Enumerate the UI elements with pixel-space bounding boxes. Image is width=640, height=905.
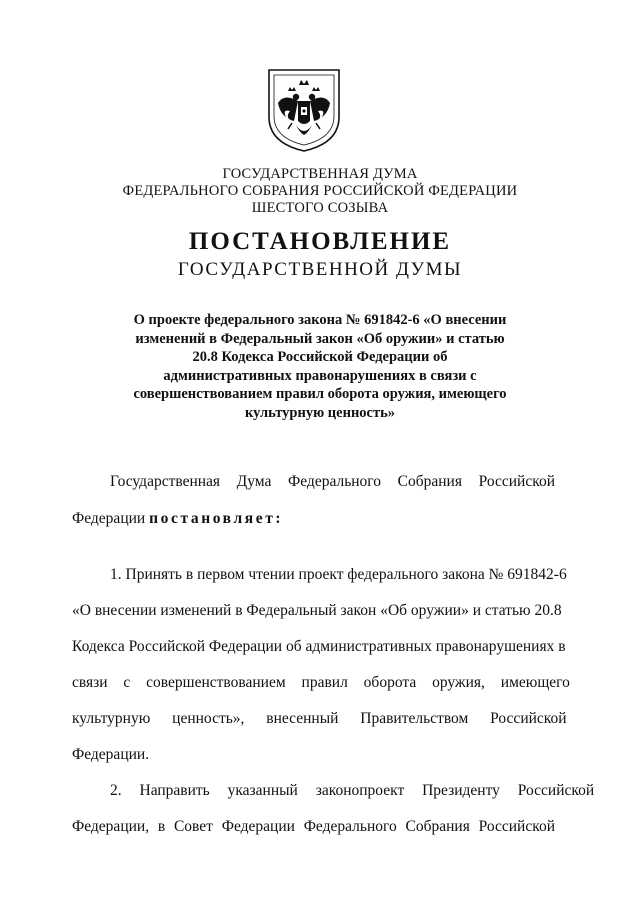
- intro-line: Государственная Дума Федерального Собрания Российской: [110, 473, 555, 490]
- document-title: ПОСТАНОВЛЕНИЕ: [188, 228, 452, 255]
- document-subject: [112, 311, 528, 422]
- subject-line: культурную ценность»: [244, 404, 396, 421]
- header-line-2: ФЕДЕРАЛЬНОГО СОБРАНИЯ РОССИЙСКОЙ ФЕДЕРАЦИИ: [122, 183, 518, 199]
- item1-line: Кодекса Российской Федерации об административных правонарушениях в: [72, 638, 566, 655]
- intro-prefix: Федерации: [72, 510, 146, 527]
- item2-line: Федерации, в Совет Федерации Федерального Собрания Российской: [72, 818, 555, 835]
- item1-line: 1. Принять в первом чтении проект федерального закона № 691842-6: [110, 566, 567, 583]
- document-subtitle: ГОСУДАРСТВЕННОЙ ДУМЫ: [177, 259, 463, 280]
- subject-line: изменений в Федеральный закон «Об оружии» и статью: [135, 330, 505, 347]
- resolves-word: постановляет:: [149, 510, 284, 527]
- header-line-3: ШЕСТОГО СОЗЫВА: [251, 200, 389, 216]
- subject-line: совершенствованием правил оборота оружия, имеющего: [133, 386, 507, 402]
- item1-line: «О внесении изменений в Федеральный закон «Об оружии» и статью 20.8: [72, 602, 562, 619]
- item1-line: Федерации.: [72, 746, 150, 763]
- intro-line-2: [72, 509, 555, 529]
- subject-line: 20.8 Кодекса Российской Федерации об: [192, 349, 448, 365]
- subject-line: административных правонарушениях в связи с: [163, 367, 477, 384]
- item2-line: 2. Направить указанный законопроект Президенту Российской: [110, 782, 595, 799]
- coat-of-arms-icon: [266, 67, 342, 153]
- item1-line: культурную ценность», внесенный Правительством Российской: [72, 710, 567, 727]
- subject-line: О проекте федерального закона № 691842-6 «О внесении: [133, 312, 507, 328]
- header-line-1: ГОСУДАРСТВЕННАЯ ДУМА: [222, 166, 418, 182]
- item1-line: связи с совершенствованием правил оборота оружия, имеющего: [72, 674, 570, 691]
